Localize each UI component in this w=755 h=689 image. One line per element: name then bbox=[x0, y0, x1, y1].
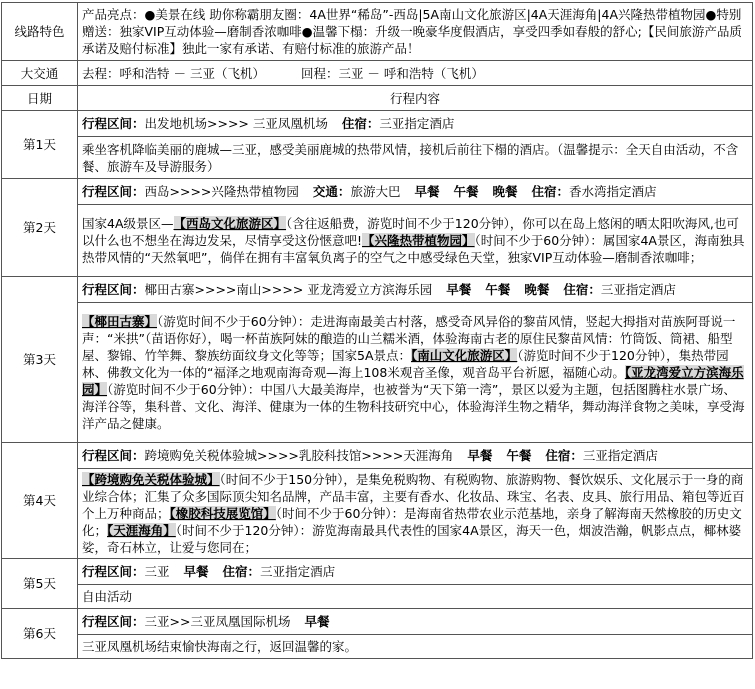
meal-dinner: 晚餐 bbox=[524, 282, 550, 297]
day3-route-row bbox=[2, 277, 753, 303]
day4-label: 第4天 bbox=[2, 443, 78, 559]
stay-key: 住宿： bbox=[341, 116, 380, 131]
day2-text-2: （含往返船费，游览时间不少于120分钟），你可以在岛上悠闲的晒太阳吹海风,也可以什么也不想坐在海边发呆，尽情享受这份惬意吧! bbox=[82, 216, 739, 248]
day4-desc-row bbox=[2, 469, 753, 559]
spot-yalongwan: 【亚龙湾爱立方滨海乐园】 bbox=[82, 365, 744, 397]
spot-yetian: 【椰田古寨】 bbox=[82, 314, 158, 329]
stay-key: 住宿： bbox=[563, 282, 601, 297]
day2-traffic: 旅游大巴 bbox=[350, 184, 401, 199]
spot-xinglong: 【兴隆热带植物园】 bbox=[362, 233, 475, 248]
spot-xidao: 【西岛文化旅游区】 bbox=[173, 216, 287, 231]
day4-desc bbox=[78, 469, 753, 559]
meal-breakfast: 早餐 bbox=[467, 448, 493, 463]
day1-label: 第1天 bbox=[2, 111, 78, 179]
features-text: 产品亮点：●美景在线 助你称霸朋友圈：4A世界“稀岛”-西岛|5A南山文化旅游区|4A天涯海角|4A兴隆热带植物园●特别赠送：独家VIP互动体验—磨制香浓咖啡●温馨下榻：升级一晚豪华度假酒店，享受四季如春般的舒心;【民间旅游产品质承诺及赔付标准】独此一家有承诺、有赔付标准的旅游产品！ bbox=[78, 3, 753, 61]
spot-nanshan: 【南山文化旅游区】 bbox=[411, 348, 518, 363]
day1-route-row bbox=[2, 111, 753, 137]
day5-route: 三亚 bbox=[144, 564, 170, 579]
meal-lunch: 午餐 bbox=[485, 282, 511, 297]
stay-key: 住宿： bbox=[545, 448, 583, 463]
day1-stay: 三亚指定酒店 bbox=[379, 116, 455, 131]
day4-route: 跨境购免关税体验城>>>>乳胶科技馆>>>>天涯海角 bbox=[144, 448, 454, 463]
meal-breakfast: 早餐 bbox=[446, 282, 472, 297]
meal-breakfast: 早餐 bbox=[414, 184, 440, 199]
spot-tianya: 【天涯海角】 bbox=[107, 523, 176, 538]
day6-route-row bbox=[2, 609, 753, 635]
day6-route: 三亚>>三亚凤凰国际机场 bbox=[144, 614, 291, 629]
day3-text-2: （游览时间不少于120分钟），集热带园林、佛教文化为一体的“福泽之地观南海奇观—海上108米观音圣像，观音岛平台祈愿，福随心动。 bbox=[82, 348, 729, 380]
date-header: 日期 bbox=[2, 86, 78, 111]
day2-text-1: 国家4A级景区— bbox=[82, 216, 174, 231]
transport-back: 回程：三亚 － 呼和浩特（飞机） bbox=[300, 65, 484, 81]
day5-stay: 三亚指定酒店 bbox=[260, 564, 336, 579]
traffic-key: 交通： bbox=[312, 184, 351, 199]
day4-text-1: （时间不少于150分钟），是集免税购物、有税购物、旅游购物、餐饮娱乐、文化展示于一身的商业综合体；汇集了众多国际顶尖知名品牌，产品丰富，主要有香水、化妆品、珠宝、名表、皮具、旅行用品、箱包等近百个上万种商品； bbox=[82, 472, 745, 521]
day3-desc bbox=[78, 303, 753, 443]
day1-desc-row bbox=[2, 137, 753, 179]
content-header: 行程内容 bbox=[78, 86, 753, 111]
meal-dinner: 晚餐 bbox=[492, 184, 518, 199]
meal-lunch: 午餐 bbox=[506, 448, 532, 463]
day4-route-row bbox=[2, 443, 753, 469]
day4-text-2: （时间不少于60分钟）：是海南省热带农业示范基地，亲身了解海南天然橡胶的历史文化； bbox=[82, 506, 742, 538]
day2-route-row bbox=[2, 179, 753, 205]
meal-breakfast: 早餐 bbox=[183, 564, 209, 579]
day3-text-3: （游览时间不少于60分钟）：中国八大最美海岸，也被誉为“天下第一湾”，景区以爱为主题，包括图腾柱水景广场、海洋谷等，集科普、文化、海洋、健康为一体的生物科技研究中心，体验海洋生物之精华，舞动海洋食物之美味，享受海洋产品之健康。 bbox=[82, 382, 745, 431]
day3-label: 第3天 bbox=[2, 277, 78, 443]
day4-text-3: （时间不少于120分钟）：游览海南最具代表性的国家4A景区，海天一色，烟波浩瀚，帆影点点，椰林婆娑，奇石林立，让爱与您同在； bbox=[82, 523, 742, 555]
day5-label: 第5天 bbox=[2, 559, 78, 609]
day1-desc: 乘坐客机降临美丽的鹿城—三亚，感受美丽鹿城的热带风情，接机后前往下榻的酒店。（温馨提示：全天自由活动，不含餐、旅游车及导游服务） bbox=[78, 137, 753, 179]
header-row bbox=[2, 86, 753, 111]
transport-row bbox=[2, 61, 753, 86]
day5-route-row bbox=[2, 559, 753, 585]
day5-desc-row bbox=[2, 585, 753, 609]
route-key: 行程区间： bbox=[82, 448, 145, 463]
day1-route: 出发地机场>>>> 三亚凤凰机场 bbox=[144, 116, 328, 131]
day2-desc bbox=[78, 205, 753, 277]
day6-desc-row bbox=[2, 635, 753, 659]
day2-text-3: （时间不少于60分钟）：属国家4A景区，海南独具热带风情的“天然氧吧”，倘佯在拥有丰富氧负离子的空气之中感受绿色天堂，独家VIP互动体验—磨制香浓咖啡； bbox=[82, 233, 745, 265]
day6-label: 第6天 bbox=[2, 609, 78, 659]
transport-label: 大交通 bbox=[2, 61, 78, 86]
day3-text-1: （游览时间不少于60分钟）：走进海南最美古村落，感受奇风异俗的黎苗风情，竖起大拇指对苗族阿哥说一声：“米拱”（苗语你好），喝一杯苗族阿妹的酿造的山兰糯米酒，体验海南古老的原住民黎苗风情：竹筒饭、筒裙、船型屋、黎锦、竹竿舞、黎族纺面纹身文化等等；国家5A景点： bbox=[82, 314, 736, 363]
features-row bbox=[2, 3, 753, 61]
day2-label: 第2天 bbox=[2, 179, 78, 277]
day3-route: 椰田古寨>>>>南山>>>> 亚龙湾爱立方滨海乐园 bbox=[144, 282, 433, 297]
spot-duty-free: 【跨境购免关税体验城】 bbox=[82, 472, 220, 487]
day4-stay: 三亚指定酒店 bbox=[582, 448, 658, 463]
stay-key: 住宿： bbox=[531, 184, 570, 199]
route-key: 行程区间： bbox=[82, 614, 145, 629]
day6-desc: 三亚凤凰机场结束愉快海南之行，返回温馨的家。 bbox=[78, 635, 753, 659]
day5-desc: 自由活动 bbox=[78, 585, 753, 609]
route-key: 行程区间： bbox=[82, 116, 145, 131]
day2-route: 西岛>>>>兴隆热带植物园 bbox=[144, 184, 299, 199]
meal-breakfast: 早餐 bbox=[304, 614, 330, 629]
day3-stay: 三亚指定酒店 bbox=[600, 282, 676, 297]
route-key: 行程区间： bbox=[82, 184, 145, 199]
day2-stay: 香水湾指定酒店 bbox=[569, 184, 657, 199]
meal-lunch: 午餐 bbox=[453, 184, 479, 199]
transport-go: 去程：呼和浩特 － 三亚（飞机） bbox=[82, 65, 265, 81]
route-key: 行程区间： bbox=[82, 282, 145, 297]
day3-desc-row bbox=[2, 303, 753, 443]
stay-key: 住宿： bbox=[222, 564, 261, 579]
route-key: 行程区间： bbox=[82, 564, 145, 579]
features-label: 线路特色 bbox=[2, 3, 78, 61]
day2-desc-row bbox=[2, 205, 753, 277]
spot-rubber-museum: 【橡胶科技展览馆】 bbox=[169, 506, 276, 521]
itinerary-table bbox=[1, 2, 753, 659]
